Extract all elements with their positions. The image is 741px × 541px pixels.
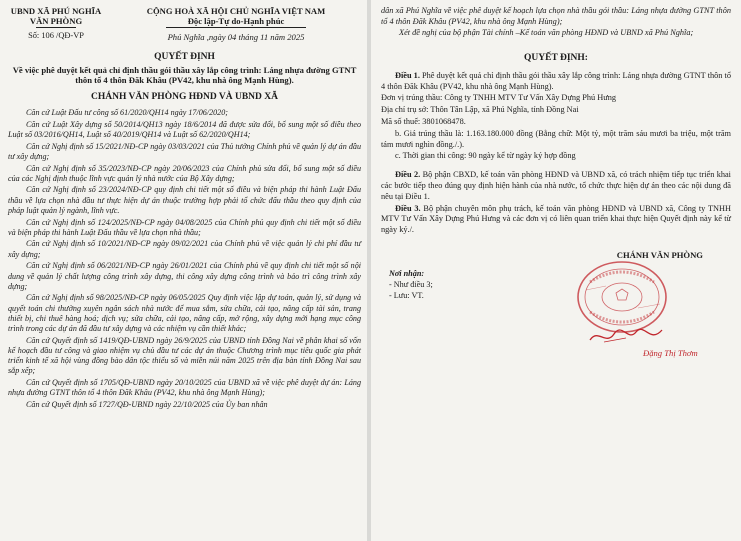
legal-basis-item: Căn cứ Luật Xây dựng số 50/2014/QH13 ngày 18/6/2014 đã được sửa đổi, bổ sung một số điều theo Luật số 03/2016/QH14, Luật số 40/2019/QH14 và Luật số 62/2020/QH14; bbox=[8, 119, 361, 139]
document-number: Số: 106 /QĐ-VP bbox=[28, 31, 84, 40]
legal-basis-item: Căn cứ Nghị định số 06/2021/NĐ-CP ngày 26/01/2021 của Chính phủ về quy định chi tiết một số nội dung về quản lý chất lượng công trình xây dựng, thi công xây dựng công trình và bảo trì công trình xây dựng; bbox=[8, 261, 361, 291]
handwritten-signature bbox=[586, 324, 666, 348]
recipient-item: - Như điều 3; bbox=[389, 279, 433, 289]
document-header bbox=[8, 6, 361, 42]
legal-basis-item: Căn cứ Nghị định số 23/2024/NĐ-CP quy định chi tiết một số điều và biện pháp thi hành Luật Đấu thầu về lựa chọn nhà đầu tư thực hiện dự án thuộc trường hợp phải tổ chức đấu thầu theo quy định của pháp luật quản lý ngành, lĩnh vực. bbox=[8, 185, 361, 215]
issuing-authority: CHÁNH VĂN PHÒNG HĐND VÀ UBND XÃ bbox=[90, 92, 278, 102]
signer-name: Đặng Thị Thơm bbox=[643, 347, 698, 358]
official-seal-stamp bbox=[576, 260, 668, 334]
motto-divider bbox=[166, 27, 306, 28]
legal-basis-item: Căn cứ Quyết định số 1705/QĐ-UBND ngày 20/10/2025 của UBND xã về việc phê duyệt dự án: Láng nhựa đường GTNT thôn tổ 4 thôn Đăk Khâu (PV42, khu nhà ông Mạnh Hùng); bbox=[8, 377, 361, 397]
article-3 bbox=[381, 204, 731, 236]
article-1-text: Phê duyệt kết quả chỉ định thầu gói thầu xây lắp công trình: Láng nhựa đường GTNT thôn tổ 4 thôn Đăk Khâu (PV42, khu nhà ông Mạnh Hùng). bbox=[381, 70, 731, 91]
signature-area bbox=[381, 260, 731, 370]
legal-basis-continuation: dân xã Phú Nghĩa về việc phê duyệt kế hoạch lựa chọn nhà thầu gói thầu: Láng nhựa đường GTNT thôn tổ 4 thôn Đăk Khâu (PV42, khu nhà ông Mạnh Hùng); bbox=[381, 6, 731, 26]
construction-duration: c. Thời gian thi công: 90 ngày kể từ ngày ký hợp đồng bbox=[395, 151, 576, 161]
article-1 bbox=[381, 71, 731, 93]
legal-basis-item: Căn cứ Nghị định số 10/2021/NĐ-CP ngày 09/02/2021 của Chính phủ về việc quản lý chi phí đầu tư xây dựng; bbox=[8, 239, 361, 259]
legal-basis-item: Căn cứ Quyết định số 1727/QĐ-UBND ngày 22/10/2025 của Ủy ban nhân bbox=[26, 399, 268, 409]
article-2 bbox=[381, 170, 731, 202]
tax-code: Mã số thuế: 3801068478. bbox=[381, 116, 466, 126]
legal-basis-list bbox=[8, 108, 361, 410]
document-page-2 bbox=[371, 0, 741, 541]
article-3-text: Bộ phận chuyên môn phụ trách, kế toán văn phòng HĐND và UBND xã, Công ty TNHH MTV Tư Vấn Xây Dựng Phú Hưng và các đơn vị có liên quan triển khai thực hiện Quyết định này kể từ ngày ký./. bbox=[381, 203, 731, 235]
recipients-block bbox=[389, 268, 433, 301]
country-name: CỘNG HOÀ XÃ HỘI CHỦ NGHĨA VIỆT NAM bbox=[146, 6, 326, 16]
winning-price: b. Giá trúng thầu là: 1.163.180.000 đồng (Bằng chữ: Một tỷ, một trăm sáu mươi ba triệu, một trăm tám mươi nghìn đồng./.). bbox=[381, 128, 731, 149]
winning-contractor: Đơn vị trúng thầu: Công ty TNHH MTV Tư Vấn Xây Dựng Phú Hưng bbox=[381, 93, 617, 103]
article-2-label: Điều 2. bbox=[395, 170, 421, 180]
recipient-item: - Lưu: VT. bbox=[389, 290, 424, 300]
national-motto: Độc lập-Tự do-Hạnh phúc bbox=[187, 16, 285, 26]
legal-basis-item: Căn cứ Nghị định số 124/2025/NĐ-CP ngày 04/08/2025 của Chính phủ quy định chi tiết một số điều và biện pháp thi hành Luật Đấu thầu về lựa chọn nhà thầu; bbox=[8, 217, 361, 237]
org-line-1: UBND XÃ PHÚ NGHĨA bbox=[10, 6, 102, 16]
legal-basis-item: Căn cứ Nghị định số 35/2023/NĐ-CP ngày 20/06/2023 của Chính phủ sửa đổi, bổ sung một số điều của các Nghị định thuộc lĩnh vực quản lý nhà nước của Bộ Xây dựng; bbox=[8, 163, 361, 183]
decision-subject: Về việc phê duyệt kết quả chỉ định thầu gói thầu xây lắp công trình: Láng nhựa đường GTNT thôn tổ 4 thôn Đăk Khâu (PV42, khu nhà ông Mạnh Hùng). bbox=[12, 65, 357, 85]
proposal-basis: Xét đề nghị của bộ phận Tài chính –Kế toán văn phòng HĐND và UBND xã Phú Nghĩa; bbox=[399, 28, 694, 38]
decision-title: QUYẾT ĐỊNH bbox=[154, 52, 215, 62]
legal-basis-item: Căn cứ Luật Đấu tư công số 61/2020/QH14 ngày 17/06/2020; bbox=[26, 108, 228, 117]
article-1-label: Điều 1. bbox=[395, 70, 420, 80]
legal-basis-item: Căn cứ Nghị định số 98/2025/NĐ-CP ngày 06/05/2025 Quy định việc lập dự toán, quản lý, sử dụng và quyết toán chi thường xuyên ngân sách nhà nước để mua sắm, sửa chữa, cải tạo, nâng cấp tài sản, trang thiết bị, chi thuê hàng hoá; dịch vụ; sửa chữa, cải tạo, nâng cấp, mở rộng, xây dựng mới hạng mục công trình trong các dự án đã đầu tư xây dựng và các nhiệm vụ cần thiết khác; bbox=[8, 293, 361, 333]
issuing-organization bbox=[8, 6, 104, 42]
place-and-date: Phú Nghĩa ,ngày 04 tháng 11 năm 2025 bbox=[167, 32, 305, 42]
legal-basis-item: Căn cứ Quyết định số 1419/QĐ-UBND ngày 26/9/2025 của UBND tỉnh Đồng Nai về phân khai số vốn kế hoạch đầu tư công và giao nhiệm vụ chủ đầu tư các dự án thuộc Chương trình mục tiêu quốc gia phát triển kinh tế xã hội vùng đồng bào dân tộc thiểu số và miền núi năm 2025 trên địa bàn tỉnh Đồng Nai sau sắp xếp; bbox=[8, 335, 361, 376]
header-divider bbox=[36, 27, 76, 28]
document-page-1 bbox=[0, 0, 367, 541]
recipients-title: Nơi nhận: bbox=[389, 268, 425, 278]
legal-basis-item: Căn cứ Nghị định số 15/2021/NĐ-CP ngày 03/03/2021 của Thủ tướng Chính phủ về quản lý dự án đầu tư xây dựng; bbox=[8, 141, 361, 161]
article-2-text: Bộ phận CBXD, kế toán văn phòng HĐND và UBND xã, có trách nhiệm tiếp tục triển khai các bước tiếp theo đúng quy định hiện hành của nhà nước, tổ chức thực hiện dự án theo các nội dung đã nêu tại Điều 1. bbox=[381, 170, 731, 201]
continued-legal-basis bbox=[381, 6, 731, 39]
decide-heading: QUYẾT ĐỊNH: bbox=[524, 52, 588, 63]
org-line-2: VĂN PHÒNG bbox=[29, 16, 83, 26]
signer-title: CHÁNH VĂN PHÒNG bbox=[616, 249, 703, 260]
article-3-label: Điều 3. bbox=[395, 203, 421, 213]
contractor-address: Địa chỉ trụ sở: Thôn Tân Lập, xã Phú Nghĩa, tỉnh Đồng Nai bbox=[381, 105, 579, 115]
national-header bbox=[111, 6, 361, 42]
